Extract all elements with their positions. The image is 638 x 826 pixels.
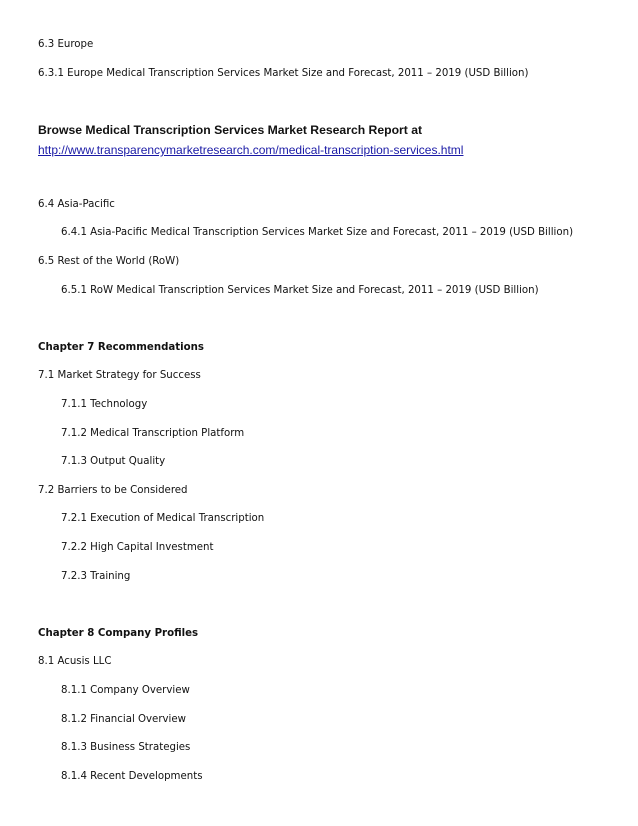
- toc-technology: 7.1.1 Technology: [61, 399, 148, 410]
- toc-transcription-platform: 7.1.2 Medical Transcription Platform: [61, 428, 245, 439]
- toc-row-market-size: 6.5.1 RoW Medical Transcription Services Market Size and Forecast, 2011 – 2019 (USD Billion): [61, 285, 539, 296]
- toc-europe-market-size: 6.3.1 Europe Medical Transcription Services Market Size and Forecast, 2011 – 2019 (USD Billion): [38, 68, 529, 79]
- report-link[interactable]: http://www.transparencymarketresearch.com/medical-transcription-services.html: [38, 143, 464, 157]
- toc-financial-overview: 8.1.2 Financial Overview: [61, 714, 186, 725]
- chapter-7-heading: Chapter 7 Recommendations: [38, 342, 204, 353]
- toc-execution: 7.2.1 Execution of Medical Transcription: [61, 513, 265, 524]
- toc-company-overview: 8.1.1 Company Overview: [61, 685, 190, 696]
- toc-training: 7.2.3 Training: [61, 571, 131, 582]
- toc-recent-developments: 8.1.4 Recent Developments: [61, 771, 203, 782]
- toc-asia-pacific: 6.4 Asia-Pacific: [38, 199, 115, 210]
- toc-capital-investment: 7.2.2 High Capital Investment: [61, 542, 214, 553]
- toc-business-strategies: 8.1.3 Business Strategies: [61, 742, 191, 753]
- browse-report-heading: Browse Medical Transcription Services Market Research Report at: [38, 123, 423, 137]
- toc-asia-pacific-market-size: 6.4.1 Asia-Pacific Medical Transcription Services Market Size and Forecast, 2011 – 2019 (USD Billion): [61, 227, 574, 238]
- toc-acusis: 8.1 Acusis LLC: [38, 656, 112, 667]
- chapter-8-heading: Chapter 8 Company Profiles: [38, 628, 199, 639]
- toc-europe: 6.3 Europe: [38, 39, 94, 50]
- toc-market-strategy: 7.1 Market Strategy for Success: [38, 370, 201, 381]
- toc-barriers: 7.2 Barriers to be Considered: [38, 485, 188, 496]
- toc-output-quality: 7.1.3 Output Quality: [61, 456, 166, 467]
- toc-rest-of-world: 6.5 Rest of the World (RoW): [38, 256, 180, 267]
